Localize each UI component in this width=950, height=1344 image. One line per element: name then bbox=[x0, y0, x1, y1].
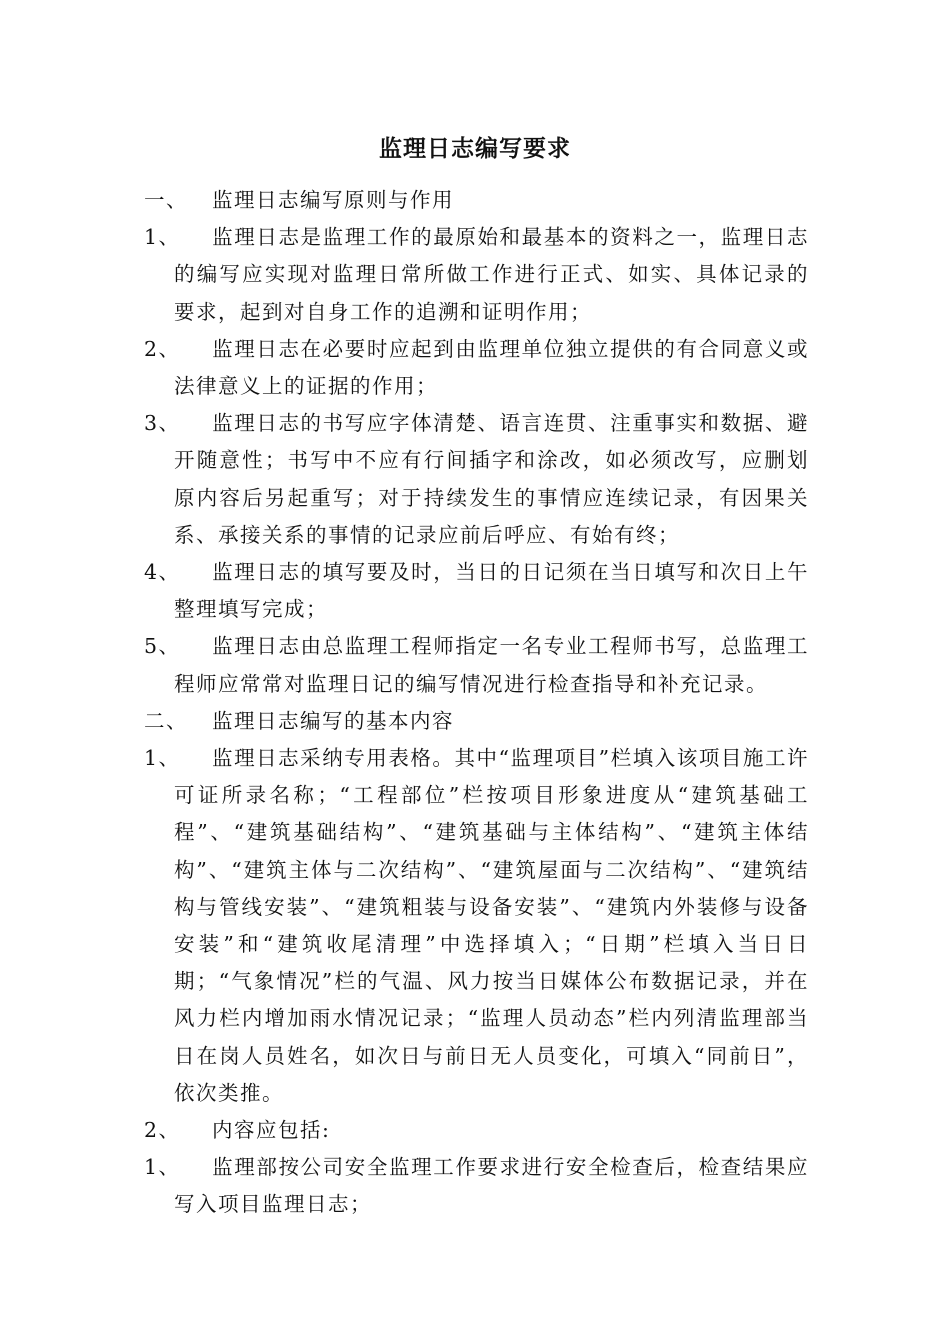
entry-text: 监理日志是监理工作的最原始和最基本的资料之一，监理日志的编写应实现对监理日常所做工作进行正式、如实、具体记录的要求，起到对自身工作的追溯和证明作用； bbox=[174, 225, 809, 324]
list-item bbox=[144, 740, 809, 1112]
entry-text: 监理日志编写的基本内容 bbox=[212, 708, 454, 733]
document-body bbox=[144, 182, 809, 1224]
entry-number: 1、 bbox=[144, 225, 181, 250]
entry-text: 内容应包括: bbox=[212, 1118, 331, 1143]
list-item bbox=[144, 331, 809, 405]
list-item bbox=[144, 219, 809, 331]
list-item bbox=[144, 628, 809, 702]
entry-number: 一、 bbox=[144, 188, 188, 212]
entry-number: 5、 bbox=[144, 634, 181, 659]
section-heading bbox=[144, 182, 809, 219]
list-item bbox=[144, 1149, 809, 1223]
list-item bbox=[144, 1112, 809, 1149]
entry-text: 监理日志在必要时应起到由监理单位独立提供的有合同意义或法律意义上的证据的作用； bbox=[174, 336, 809, 399]
entry-text: 监理日志采纳专用表格。其中“监理项目”栏填入该项目施工许可证所录名称；“工程部位”栏按项目形象进度从“建筑基础工程”、“建筑基础结构”、“建筑基础与主体结构”、“建筑主体结构”、“建筑主体与二次结构”、“建筑屋面与二次结构”、“建筑结构与管线安装”、“建筑粗装与设备安装”、“建筑内外装修与设备安装”和“建筑收尾清理”中选择填入；“日期”栏填入当日日期；“气象情况”栏的气温、风力按当日媒体公布数据记录，并在风力栏内增加雨水情况记录；“监理人员动态”栏内列清监理部当日在岗人员姓名，如次日与前日无人员变化，可填入“同前日”，依次类推。 bbox=[174, 746, 809, 1105]
document-title: 监理日志编写要求 bbox=[379, 135, 571, 162]
entry-number: 2、 bbox=[144, 1118, 181, 1143]
entry-number: 2、 bbox=[144, 336, 181, 361]
list-item bbox=[144, 405, 809, 554]
section-heading bbox=[144, 703, 809, 740]
entry-text: 监理日志编写原则与作用 bbox=[212, 188, 454, 212]
entry-text: 监理日志的填写要及时，当日的日记须在当日填写和次日上午整理填写完成； bbox=[174, 560, 809, 622]
entry-number: 1、 bbox=[144, 746, 181, 771]
list-item bbox=[144, 554, 809, 628]
entry-text: 监理日志的书写应字体清楚、语言连贯、注重事实和数据、避开随意性；书写中不应有行间插字和涂改，如必须改写，应删划原内容后另起重写；对于持续发生的事情应连续记录，有因果关系、承接关系的事情的记录应前后呼应、有始有终； bbox=[174, 411, 809, 547]
entry-text: 监理部按公司安全监理工作要求进行安全检查后，检查结果应写入项目监理日志； bbox=[174, 1155, 809, 1217]
entry-number: 二、 bbox=[144, 708, 188, 733]
entry-number: 1、 bbox=[144, 1155, 181, 1180]
entry-number: 3、 bbox=[144, 411, 181, 436]
entry-number: 4、 bbox=[144, 560, 181, 585]
entry-text: 监理日志由总监理工程师指定一名专业工程师书写，总监理工程师应常常对监理日记的编写情况进行检查指导和补充记录。 bbox=[174, 634, 809, 696]
